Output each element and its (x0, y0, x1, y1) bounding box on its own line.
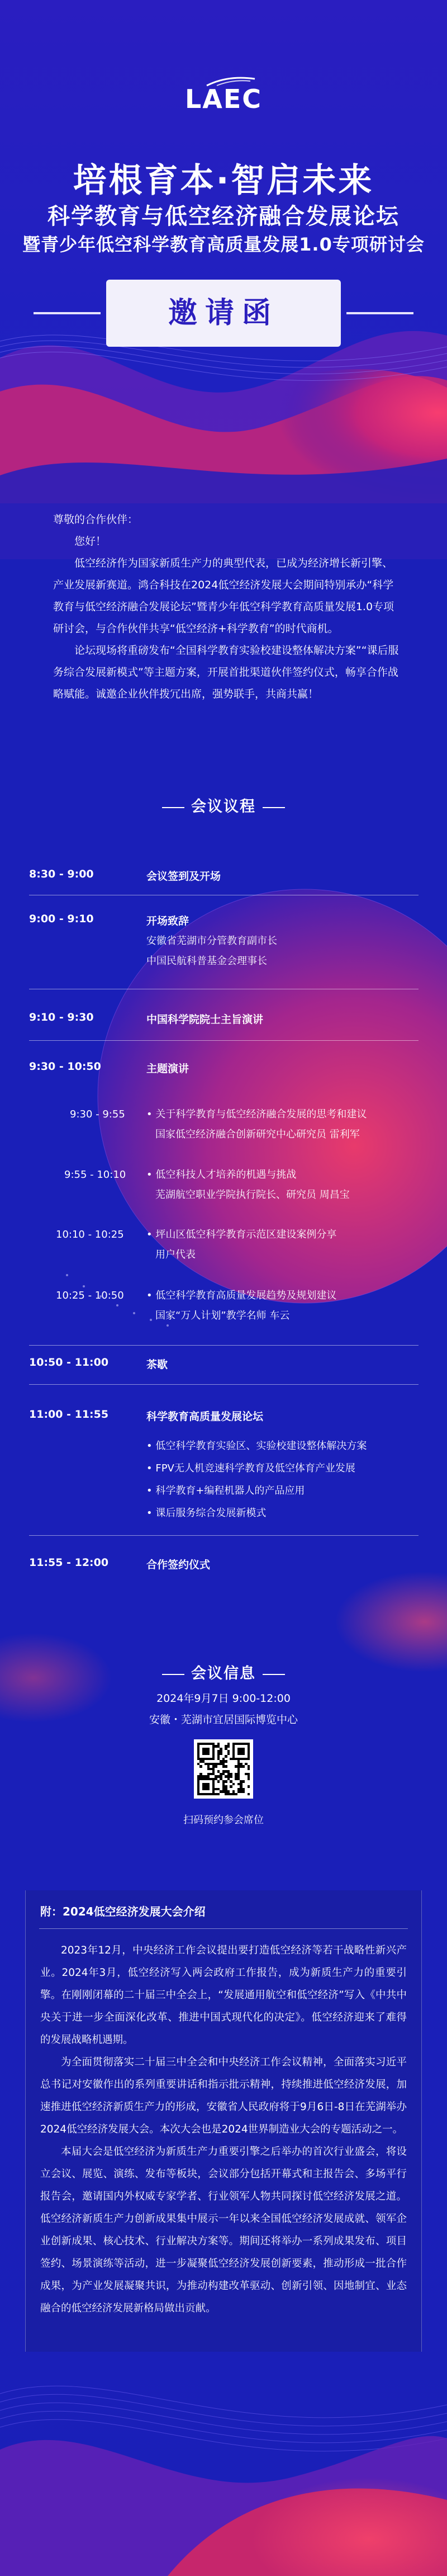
letter-paragraph: 论坛现场将重磅发布“全国科学教育实验校建设整体解决方案”“课后服务综合发展新模式”等主题方案，开展首批渠道伙伴签约仪式，畅享合作战略赋能。诚邀企业伙伴拨冗出席，强势联手，共商共赢！ (53, 644, 399, 700)
appendix-title: 附：2024低空经济发展大会介绍 (40, 1905, 206, 1918)
invitation-letter (53, 509, 400, 705)
agenda-item-detail: 芜湖航空职业学院执行院长、研究员 周昌宝 (155, 1189, 350, 1201)
agenda-item-title: 茶歇 (146, 1358, 168, 1371)
invitation-banner (0, 280, 447, 347)
invitation-title: 邀请函 (168, 296, 279, 330)
agenda-heading (0, 794, 447, 816)
salutation: 尊敬的合作伙伴： (53, 513, 139, 526)
agenda-time: 9:30 - 10:50 (29, 1060, 101, 1073)
qr-caption: 扫码预约参会席位 (183, 1814, 264, 1826)
agenda-item-title: 会议签到及开场 (146, 870, 221, 883)
divider (29, 1345, 419, 1346)
divider (29, 1384, 419, 1385)
agenda-item-detail: 国家“万人计划”教学名师 车云 (155, 1310, 290, 1322)
agenda-item-detail: • 关于科学教育与低空经济融合发展的思考和建议 (146, 1108, 367, 1120)
agenda-time: 10:50 - 11:00 (29, 1356, 109, 1369)
page-headline: 培根育本·智启未来 (73, 161, 374, 200)
divider (29, 1535, 419, 1536)
meeting-info-title: 会议信息 (191, 1665, 256, 1682)
agenda-item-title: 开场致辞 (146, 915, 189, 927)
agenda-time: 8:30 - 9:00 (29, 868, 94, 880)
agenda-item-detail: • 低空科学教育实验区、实验校建设整体解决方案 (146, 1440, 367, 1452)
forum-subtitle: 暨青少年低空科学教育高质量发展1.0专项研讨会 (22, 234, 425, 255)
meeting-datetime: 2024年9月7日 9:00-12:00 (156, 1692, 291, 1705)
agenda-time: 11:00 - 11:55 (29, 1408, 109, 1421)
agenda-subtime: 9:55 - 10:10 (64, 1169, 126, 1181)
agenda-time: 11:55 - 12:00 (29, 1556, 109, 1569)
divider (29, 1040, 419, 1041)
agenda-item-title: 中国科学院院士主旨演讲 (146, 1013, 264, 1026)
agenda-item-detail: 安徽省芜湖市分管教育副市长 (146, 935, 277, 947)
agenda-title: 会议议程 (191, 798, 256, 815)
appendix-paragraph: 本届大会是低空经济为新质生产力重要引擎之后举办的首次行业盛会，将设立会议、展览、演练、发布等板块，会议部分包括开幕式和主报告会、多场平行报告会，邀请国内外权威专家学者、行业领军人物共同探讨低空经济发展之道。低空经济新质生产力创新成果集中展示一年以来全国低空经济发展成就、领军企业创新成果、核心技术、行业解决方案等。期间还将举办一系列成果发布、项目签约、场景演练等活动，进一步凝聚低空经济发展创新要素，推动形成一批合作成果，为产业发展凝聚共识，为推动构建改革驱动、创新引领、因地制宜、业态融合的低空经济发展新格局做出贡献。 (40, 2146, 407, 2314)
appendix-text (40, 1940, 407, 2320)
agenda-time: 9:10 - 9:30 (29, 1011, 94, 1023)
agenda-item-detail: • 课后服务综合发展新模式 (146, 1507, 267, 1519)
qr-code-icon[interactable] (194, 1739, 253, 1799)
greeting: 您好！ (74, 535, 107, 548)
agenda-subtime: 9:30 - 9:55 (70, 1108, 125, 1120)
agenda-item-detail: • 坪山区低空科学教育示范区建设案例分享 (146, 1229, 337, 1240)
agenda-item-title: 主题演讲 (146, 1063, 189, 1075)
agenda-item-detail: 用户代表 (155, 1249, 196, 1261)
agenda-item-detail: 国家低空经济融合创新研究中心研究员 雷利军 (155, 1129, 360, 1140)
agenda-item-detail: • FPV无人机竞速科学教育及低空体育产业发展 (146, 1462, 355, 1474)
meeting-info-heading (0, 1661, 447, 1683)
forum-title: 科学教育与低空经济融合发展论坛 (47, 204, 400, 229)
agenda-item-detail: • 低空科学教育高质量发展趋势及规划建议 (146, 1290, 337, 1301)
appendix-paragraph: 2023年12月，中央经济工作会议提出要打造低空经济等若干战略性新兴产业。2024年3月，低空经济写入两会政府工作报告，成为新质生产力的重要引擎。在刚刚闭幕的二十届三中全会上，“发展通用航空和低空经济”写入《中共中央关于进一步全面深化改革、推进中国式现代化的决定》。低空经济迎来了难得的发展战略机遇期。 (40, 1945, 407, 2046)
appendix-paragraph: 为全面贯彻落实二十届三中全会和中央经济工作会议精神，全面落实习近平总书记对安徽作出的系列重要讲话和指示批示精神，持续推进低空经济发展，加速推进低空经济新质生产力的形成，安徽省人民政府将于9月6日-8日在芜湖举办2024低空经济发展大会。本次大会也是2024世界制造业大会的专题活动之一。 (40, 2056, 407, 2135)
agenda-item-title: 科学教育高质量发展论坛 (146, 1410, 264, 1423)
agenda-item-detail: 中国民航科普基金会理事长 (146, 955, 267, 967)
agenda-item-detail: • 科学教育+编程机器人的产品应用 (146, 1485, 305, 1497)
letter-paragraph: 低空经济作为国家新质生产力的典型代表，已成为经济增长新引擎、产业发展新赛道。鸿合科技在2024低空经济发展大会期间特别承办“科学教育与低空经济融合发展论坛”暨青少年低空科学教育高质量发展1.0专项研讨会，与合作伙伴共享“低空经济+科学教育”的时代商机。 (53, 557, 394, 635)
brand-logo: LAEC (184, 84, 263, 114)
agenda-time: 9:00 - 9:10 (29, 913, 94, 925)
agenda-item-title: 合作签约仪式 (146, 1559, 211, 1571)
divider (39, 1928, 408, 1929)
meeting-location: 安徽・芜湖市宜居国际博览中心 (149, 1714, 298, 1726)
agenda-item-detail: • 低空科技人才培养的机遇与挑战 (146, 1169, 297, 1181)
agenda-subtime: 10:25 - 10:50 (56, 1290, 124, 1301)
agenda-subtime: 10:10 - 10:25 (56, 1229, 124, 1240)
